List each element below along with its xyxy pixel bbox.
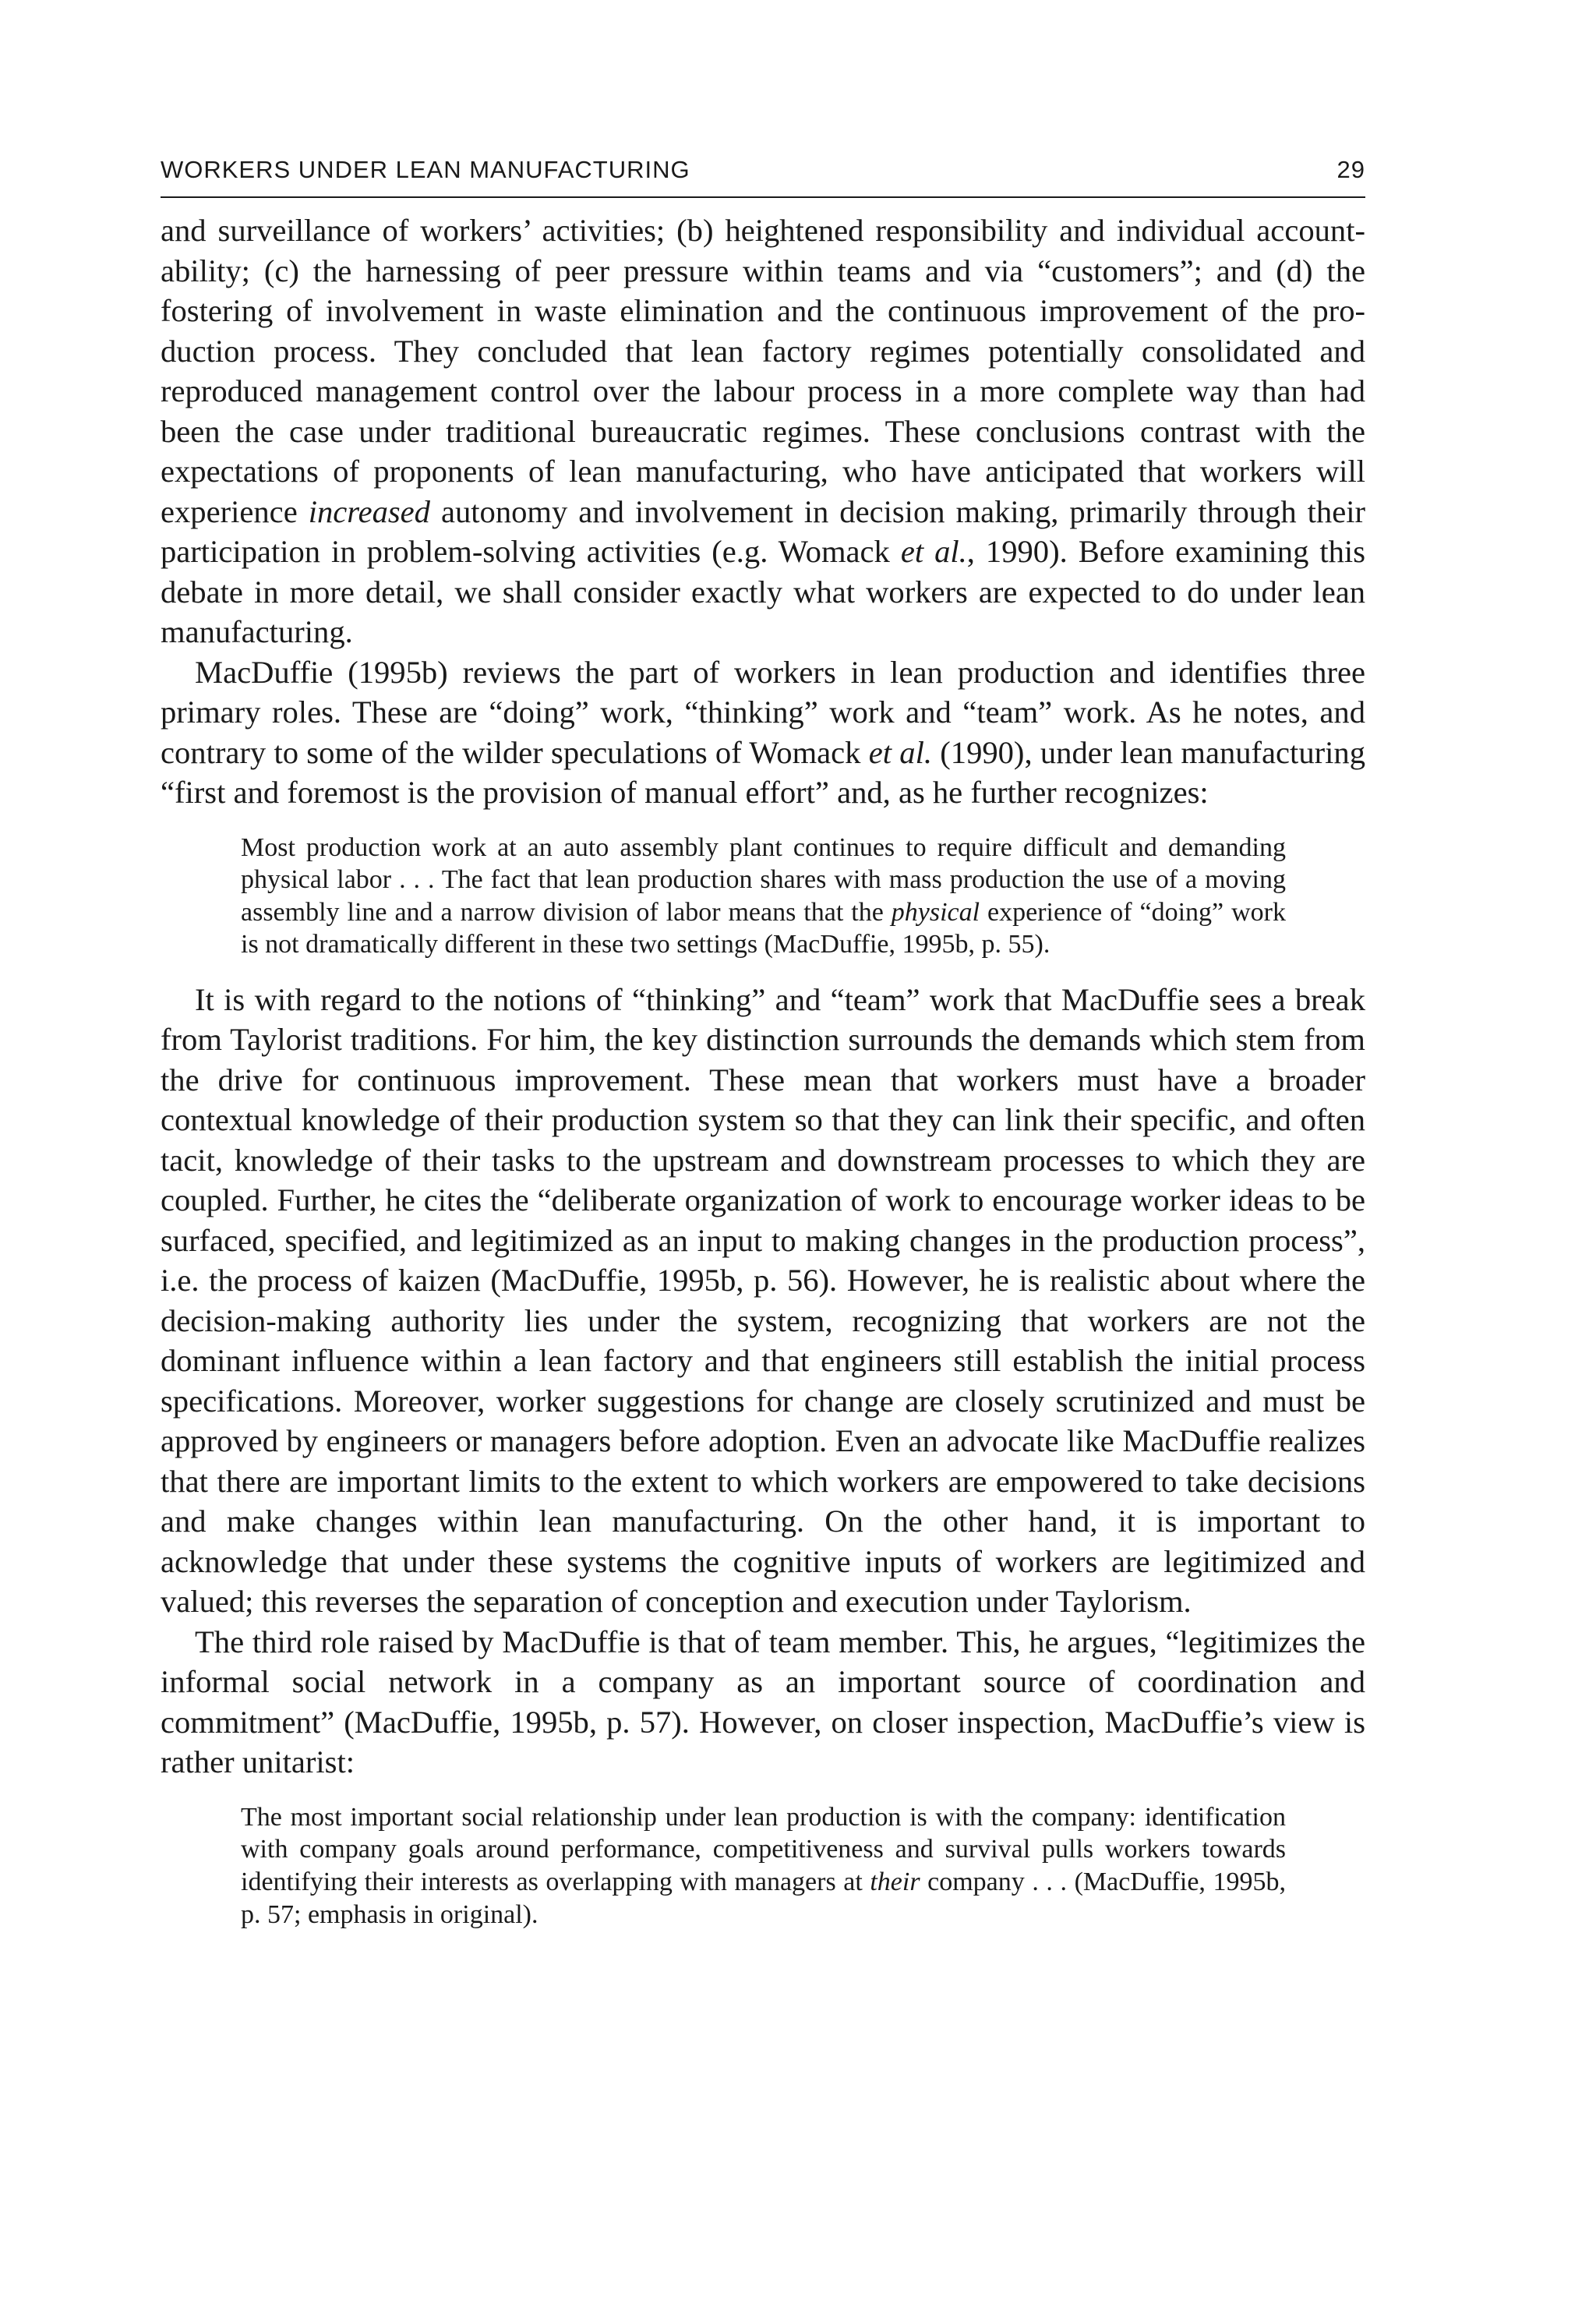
main-text [161,210,1365,1931]
emphasis: their [870,1867,920,1897]
text-run: (1990), under lean manufacturing “first and foremost is the provision of manual effort” and, as he further recognizes: [161,734,1365,810]
text-run: Most production work at an auto assembly plant continues to require difficult and demanding physical labor . . . The fact that lean production shares with mass production the use of a moving assembly line and a narrow division of labor means that the [241,832,1286,927]
text-run: , 1990). Before examining this debate in more detail, we shall consider exactly what workers are expected to do under lean manufacturing. [161,534,1365,649]
text-run: autonomy and involvement in decision making, primarily through their participation in problem-solving activities (e.g. Womack [161,493,1365,569]
text-run: company . . . (MacDuffie, 1995b, p. 57; emphasis in original). [241,1867,1286,1929]
quote-text [241,832,1286,961]
emphasis: increased [308,493,430,529]
text-run: The most important social relationship under lean production is with the company: identification with company goals around performance, competitiveness and survival pulls workers towards identifying their interests as overlapping with managers at [241,1802,1286,1897]
emphasis: et al. [900,534,967,569]
text-run: and surveillance of workers’ activities; (b) heightened responsibility and individual accountability; (c) the harnessing of peer pressure within teams and via “customers”; and (d) the fostering of involvement in waste elimination and the continuous improvement of the production process. They concluded that lean factory regimes potentially consolidated and reproduced management control over the labour process in a more complete way than had been the case under traditional bureaucratic regimes. These conclusions contrast with the expectations of proponents of lean manufacturing, who have anticipated that workers will experience [161,213,1365,529]
emphasis: et al. [868,734,932,770]
paragraph-roles [161,652,1365,813]
book-page [161,156,1365,1949]
page-number: 29 [1336,156,1365,183]
paragraph-team-member: The third role raised by MacDuffie is that of team member. This, he argues, “legitimizes the informal social network in a company as an important source of coordination and commitment” (MacDuffie, 1995b, p. 57). However, on closer inspection, MacDuffie’s view is rather unitarist: [161,1624,1365,1780]
text-run: experience of “doing” work is not dramatically different in these two settings (MacDuffie, 1995b, p. 55). [241,897,1286,959]
text-run: MacDuffie (1995b) reviews the part of workers in lean production and identifies three primary roles. These are “doing” work, “thinking” work and “team” work. As he notes, and contrary to some of the wilder speculations of Womack [161,654,1365,770]
emphasis: physical [891,897,980,927]
paragraph-continued [161,210,1365,652]
running-header [161,156,1365,198]
block-quote-2 [241,1801,1286,1931]
block-quote-1 [241,832,1286,961]
paragraph-thinking-team: It is with regard to the notions of “thinking” and “team” work that MacDuffie sees a break from Taylorist traditions. For him, the key distinction surrounds the demands which stem from the drive for continuous improvement. These mean that workers must have a broader contextual knowledge of their production system so that they can link their specific, and often tacit, knowledge of their tasks to the upstream and downstream processes to which they are coupled. Further, he cites the “deliberate organization of work to encourage worker ideas to be surfaced, specified, and legitimized as an input to making changes in the production process”, i.e. the process of kaizen (MacDuffie, 1995b, p. 56). However, he is realistic about where the decision-making authority lies under the system, recognizing that workers are not the dominant influence within a lean factory and that engineers still establish the initial process specifications. Moreover, worker suggestions for change are closely scrutinized and must be approved by engineers or managers before adoption. Even an advocate like MacDuffie realizes that there are important limits to the extent to which workers are empowered to take decisions and make changes within lean manufacturing. On the other hand, it is important to acknowledge that under these systems the cognitive inputs of workers are legitimized and valued; this reverses the separation of conception and execution under Taylorism. [161,981,1365,1620]
quote-text [241,1801,1286,1931]
running-title: WORKERS UNDER LEAN MANUFACTURING [161,156,690,183]
